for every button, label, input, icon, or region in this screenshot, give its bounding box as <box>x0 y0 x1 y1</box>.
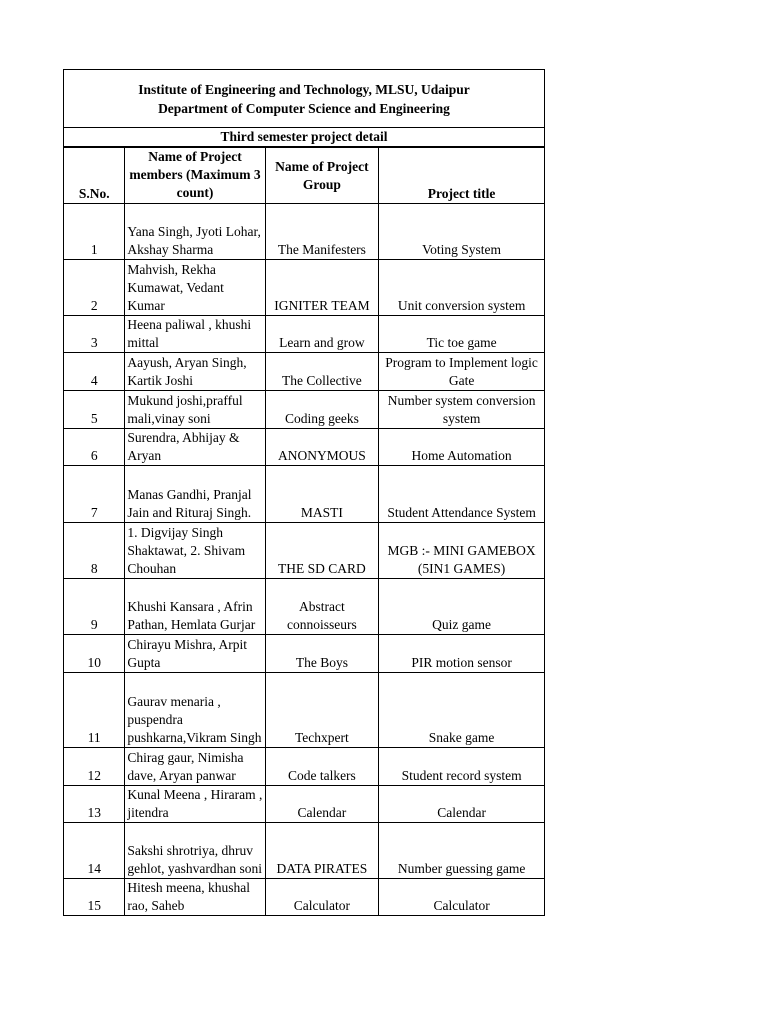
header-row <box>64 148 545 204</box>
cell-title: Student record system <box>379 748 545 786</box>
cell-title: Student Attendance System <box>379 466 545 523</box>
cell-group: IGNITER TEAM <box>265 260 379 316</box>
column-header-title: Project title <box>379 148 545 204</box>
cell-sno: 3 <box>64 316 125 353</box>
cell-group: The Collective <box>265 353 379 391</box>
table-row <box>64 579 545 635</box>
table-row <box>64 204 545 260</box>
cell-group: DATA PIRATES <box>265 823 379 879</box>
cell-title: Tic toe game <box>379 316 545 353</box>
column-header-members: Name of Project members (Maximum 3 count) <box>125 148 265 204</box>
cell-title: MGB :- MINI GAMEBOX (5IN1 GAMES) <box>379 523 545 579</box>
table-row <box>64 823 545 879</box>
table-row <box>64 635 545 673</box>
cell-group: Techxpert <box>265 673 379 748</box>
cell-members: Chirayu Mishra, Arpit Gupta <box>125 635 265 673</box>
sheet-subtitle: Third semester project detail <box>63 128 545 147</box>
cell-sno: 7 <box>64 466 125 523</box>
cell-sno: 5 <box>64 391 125 429</box>
cell-title: Home Automation <box>379 429 545 466</box>
cell-sno: 4 <box>64 353 125 391</box>
table-body <box>64 204 545 916</box>
cell-members: Mahvish, Rekha Kumawat, Vedant Kumar <box>125 260 265 316</box>
cell-members: Yana Singh, Jyoti Lohar, Akshay Sharma <box>125 204 265 260</box>
title-block <box>63 69 545 128</box>
table-row <box>64 260 545 316</box>
cell-members: Mukund joshi,prafful mali,vinay soni <box>125 391 265 429</box>
cell-members: Manas Gandhi, Pranjal Jain and Rituraj Singh. <box>125 466 265 523</box>
column-header-group: Name of Project Group <box>265 148 379 204</box>
cell-sno: 15 <box>64 879 125 916</box>
cell-members: Chirag gaur, Nimisha dave, Aryan panwar <box>125 748 265 786</box>
cell-group: Abstract connoisseurs <box>265 579 379 635</box>
cell-group: Calculator <box>265 879 379 916</box>
cell-members: Surendra, Abhijay & Aryan <box>125 429 265 466</box>
cell-members: Aayush, Aryan Singh, Kartik Joshi <box>125 353 265 391</box>
cell-sno: 10 <box>64 635 125 673</box>
cell-group: Learn and grow <box>265 316 379 353</box>
cell-sno: 9 <box>64 579 125 635</box>
cell-group: MASTI <box>265 466 379 523</box>
cell-title: Voting System <box>379 204 545 260</box>
cell-group: Coding geeks <box>265 391 379 429</box>
cell-members: Khushi Kansara , Afrin Pathan, Hemlata Gurjar <box>125 579 265 635</box>
cell-title: Unit conversion system <box>379 260 545 316</box>
table-row <box>64 391 545 429</box>
table-row <box>64 523 545 579</box>
cell-sno: 14 <box>64 823 125 879</box>
cell-group: ANONYMOUS <box>265 429 379 466</box>
cell-title: Program to Implement logic Gate <box>379 353 545 391</box>
cell-group: THE SD CARD <box>265 523 379 579</box>
cell-sno: 12 <box>64 748 125 786</box>
table-row <box>64 466 545 523</box>
cell-sno: 1 <box>64 204 125 260</box>
cell-sno: 2 <box>64 260 125 316</box>
cell-members: Kunal Meena , Hiraram , jitendra <box>125 786 265 823</box>
project-sheet <box>63 69 545 916</box>
cell-sno: 11 <box>64 673 125 748</box>
department-title: Department of Computer Science and Engineering <box>158 100 450 116</box>
cell-members: 1. Digvijay Singh Shaktawat, 2. Shivam Chouhan <box>125 523 265 579</box>
cell-title: Calculator <box>379 879 545 916</box>
cell-members: Sakshi shrotriya, dhruv gehlot, yashvardhan soni <box>125 823 265 879</box>
cell-title: Calendar <box>379 786 545 823</box>
table-row <box>64 673 545 748</box>
institute-title: Institute of Engineering and Technology, MLSU, Udaipur <box>138 81 470 97</box>
cell-group: Code talkers <box>265 748 379 786</box>
cell-title: Quiz game <box>379 579 545 635</box>
cell-sno: 8 <box>64 523 125 579</box>
cell-members: Gaurav menaria , puspendra pushkarna,Vikram Singh <box>125 673 265 748</box>
table-row <box>64 316 545 353</box>
cell-group: The Manifesters <box>265 204 379 260</box>
table-row <box>64 786 545 823</box>
table-row <box>64 748 545 786</box>
cell-title: PIR motion sensor <box>379 635 545 673</box>
project-table <box>63 147 545 916</box>
cell-members: Hitesh meena, khushal rao, Saheb <box>125 879 265 916</box>
cell-group: Calendar <box>265 786 379 823</box>
cell-sno: 6 <box>64 429 125 466</box>
cell-title: Number system conversion system <box>379 391 545 429</box>
table-row <box>64 879 545 916</box>
table-row <box>64 429 545 466</box>
cell-title: Snake game <box>379 673 545 748</box>
cell-group: The Boys <box>265 635 379 673</box>
cell-sno: 13 <box>64 786 125 823</box>
cell-members: Heena paliwal , khushi mittal <box>125 316 265 353</box>
column-header-sno: S.No. <box>64 148 125 204</box>
cell-title: Number guessing game <box>379 823 545 879</box>
table-row <box>64 353 545 391</box>
